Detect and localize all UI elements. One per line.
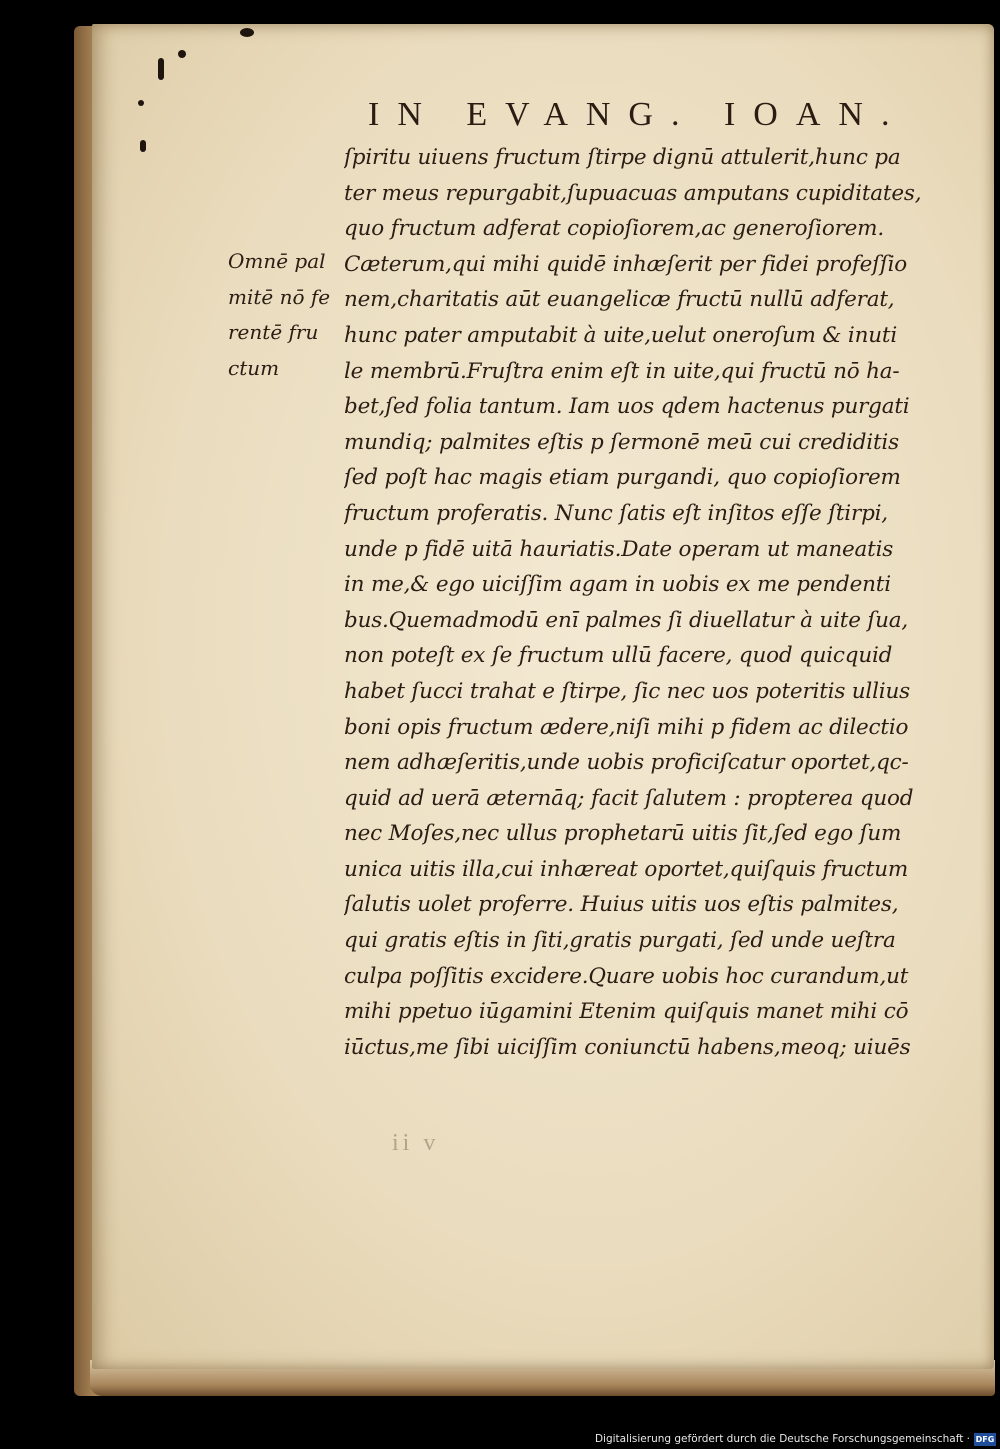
- text-line: nem adhæſeritis,unde uobis proficiſcatur oportet,qc-: [344, 750, 909, 776]
- text-line: ſalutis uolet proferre. Huius uitis uos eſtis palmites,: [344, 892, 899, 918]
- signature-mark: ii v: [392, 1130, 440, 1156]
- text-line: nec Moſes,nec ullus prophetarū uitis ſit,ſed ego ſum: [344, 821, 902, 847]
- dfg-logo-icon: DFG: [975, 1435, 995, 1444]
- marginal-note: [228, 244, 344, 386]
- text-line: hunc pater amputabit à uite,uelut oneroſum & inuti: [344, 322, 898, 348]
- footer-credit: Digitalisierung gefördert durch die Deutsche Forschungsgemeinschaft ·: [594, 1433, 970, 1445]
- text-line: iūctus,me ſibi uiciſſim coniunctū habens,meoq; uiuēs: [344, 1034, 911, 1060]
- text-line: ter meus repurgabit,ſupuacuas amputans cupiditates,: [344, 180, 922, 206]
- text-line: quo fructum adferat copioſiorem,ac generoſiorem.: [344, 216, 884, 242]
- text-line: culpa poſſitis excidere.Quare uobis hoc curandum,ut: [344, 963, 909, 989]
- text-line: mihi ppetuo iūgamini Etenim quiſquis manet mihi cō: [344, 999, 909, 1025]
- text-line: in me,& ego uiciſſim agam in uobis ex me pendenti: [344, 572, 891, 598]
- text-line: non poteſt ex ſe fructum ullū facere, quod quicquid: [344, 643, 893, 669]
- text-line: fructum proferatis. Nunc ſatis eſt inſitos eſſe ſtirpi,: [344, 500, 888, 526]
- footer-bar: [0, 1431, 1000, 1449]
- text-line: ſed poſt hac magis etiam purgandi, quo copioſiorem: [344, 465, 901, 491]
- marginal-note-line: rentē fru: [228, 320, 319, 345]
- text-line: unde p fidē uitā hauriatis.Date operam ut maneatis: [344, 536, 894, 562]
- text-line: quid ad uerā æternāq; facit ſalutem : propterea quod: [344, 785, 914, 811]
- body-text: [344, 140, 954, 1065]
- ink-blot: [178, 50, 186, 58]
- text-line: bus.Quemadmodū enī palmes ſi diuellatur à uite ſua,: [344, 607, 909, 633]
- text-line: mundiq; palmites eſtis p ſermonē meū cui crediditis: [344, 429, 899, 455]
- text-line: unica uitis illa,cui inhæreat oportet,quiſquis fructum: [344, 856, 909, 882]
- ink-blot: [138, 100, 144, 106]
- marginal-note-line: Omnē pal: [228, 249, 326, 273]
- text-line: ſpiritu uiuens fructum ſtirpe dignū attulerit,hunc pa: [344, 145, 901, 170]
- marginal-note-line: mitē nō fe: [228, 284, 331, 309]
- text-line: habet ſucci trahat e ſtirpe, ſic nec uos poteritis ullius: [344, 678, 910, 704]
- text-line: qui gratis eſtis in ſiti,gratis purgati, ſed unde ueſtra: [344, 928, 896, 954]
- text-line: boni opis fructum ædere,niſi mihi p fidem ac dilectio: [344, 714, 909, 740]
- ink-blot: [240, 28, 254, 37]
- text-line: nem,charitatis aūt euangelicæ fructū nullū adferat,: [344, 287, 895, 313]
- running-head: IN EVANG. IOAN.: [368, 96, 908, 133]
- marginal-note-line: ctum: [228, 355, 280, 380]
- text-line: le membrū.Fruſtra enim eſt in uite,qui fructū nō ha-: [344, 358, 900, 384]
- text-line: Cæterum,qui mihi quidē inhæſerit per fidei profeſſio: [344, 251, 908, 277]
- ink-blot: [158, 58, 164, 80]
- ink-blot: [140, 140, 146, 152]
- text-line: bet,ſed folia tantum. Iam uos qdem hactenus purgati: [344, 394, 910, 420]
